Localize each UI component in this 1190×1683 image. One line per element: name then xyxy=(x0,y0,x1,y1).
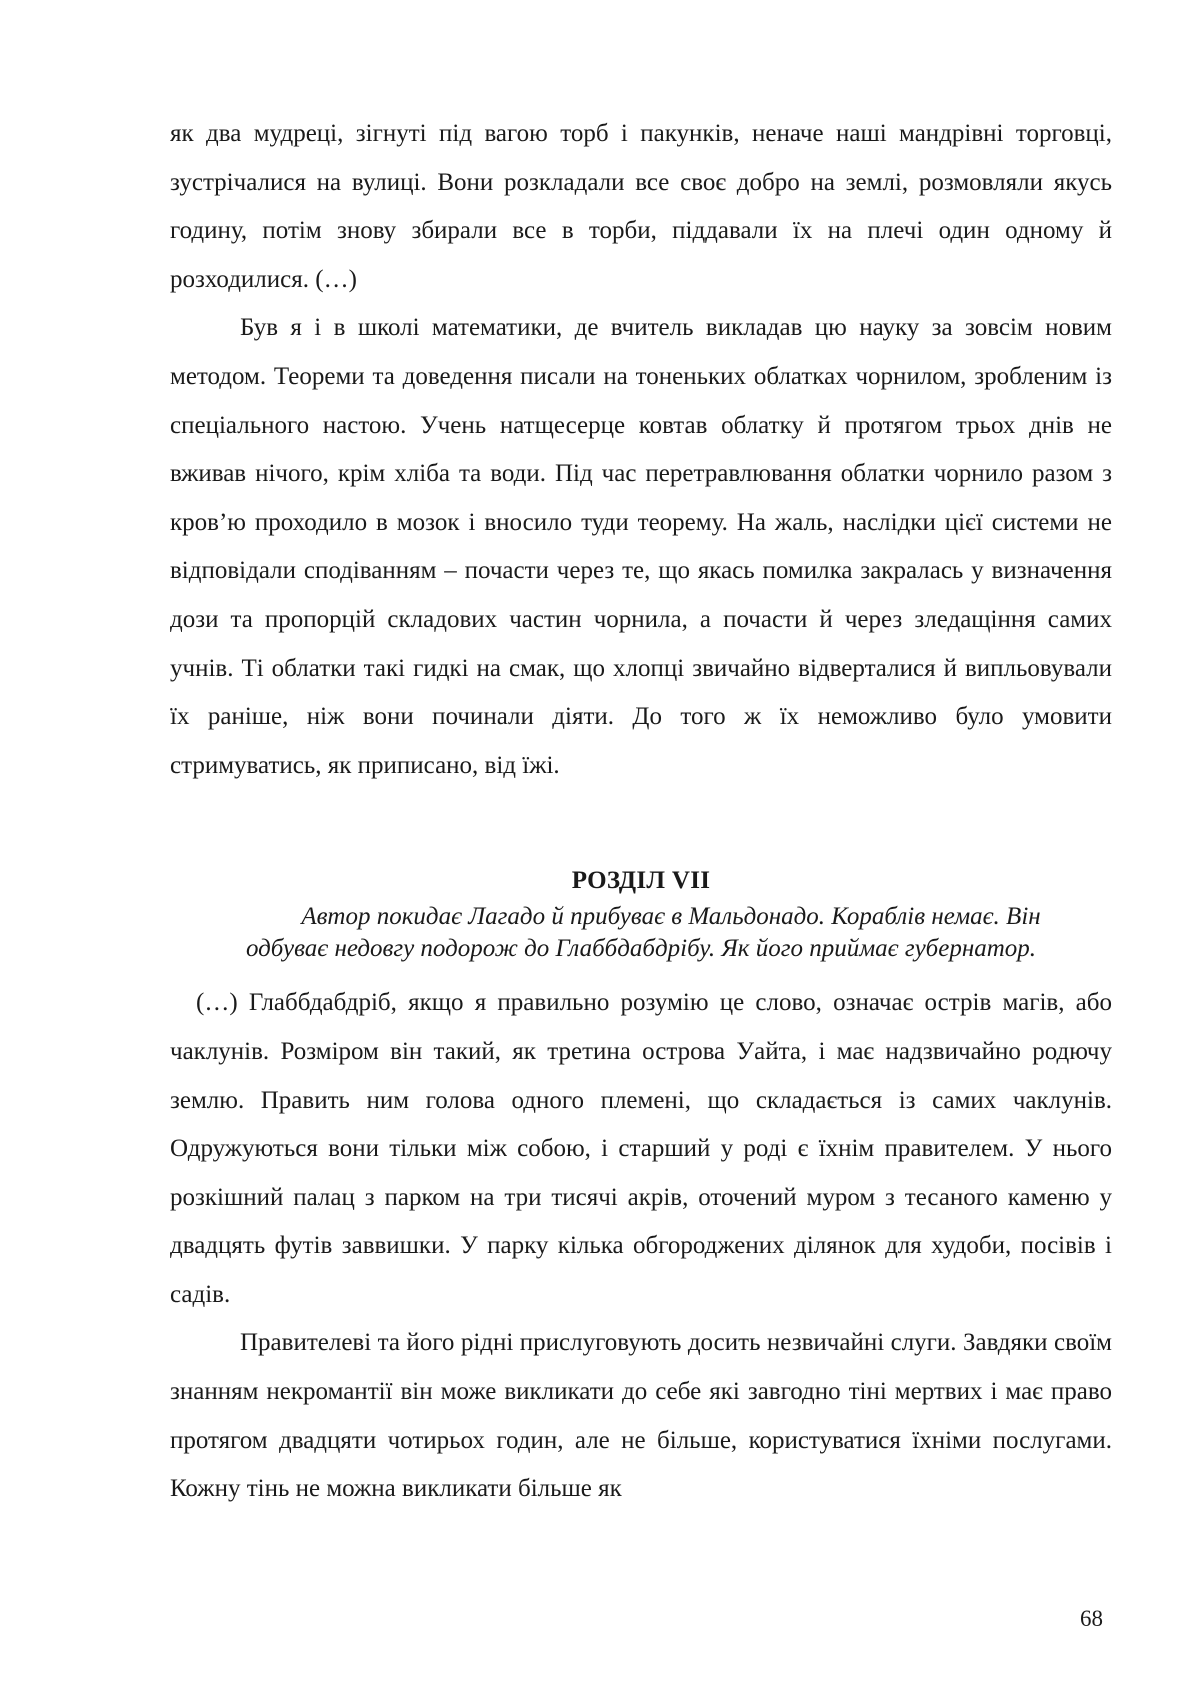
chapter-subtitle-line-2: одбуває недовгу подорож до Глаббдабдрібу. Як його приймає губернатор. xyxy=(245,935,1037,963)
paragraph-continued: як два мудреці, зігнуті під вагою торб і пакунків, неначе наші мандрівні торговці, зустрічалися на вулиці. Вони розкладали все своє добро на землі, розмовляли якусь годину, потім знову збирали все в торби, піддавали їх на плечі один одному й розходилися. (…) xyxy=(170,120,1112,293)
paragraph-glubbdubdrib: (…) Глаббдабдріб, якщо я правильно розумію це слово, означає острів магів, або чаклунів. Розміром він такий, як третина острова Уайта, і має надзвичайно родючу землю. Править ним голова одного племені, що складається із самих чаклунів. Одружуються вони тільки між собою, і старший у роді є їхнім правителем. У нього розкішний палац з парком на три тисячі акрів, оточений муром з тесаного каменю у двадцять футів заввишки. У парку кілька обгороджених ділянок для худоби, посівів і садів. xyxy=(170,989,1112,1308)
chapter-subtitle-line-1: Автор покидає Лагадо й прибуває в Мальдонадо. Кораблів немає. Він xyxy=(301,903,1041,931)
chapter-title: РОЗДІЛ VII xyxy=(571,867,711,895)
paragraph-math-school: Був я і в школі математики, де вчитель викладав цю науку за зовсім новим методом. Теореми та доведення писали на тоненьких облатках чорнилом, зробленим із спеціального настою. Учень натщесерце ковтав облатку й протягом трьох днів не вживав нічого, крім хліба та води. Під час перетравлювання облатки чорнило разом з кров’ю проходило в мозок і вносило туди теорему. На жаль, наслідки цієї системи не відповідали сподіванням – почасти через те, що якась помилка закралась у визначення дози та пропорцій складових частин чорнила, а почасти й через зледащіння самих учнів. Ті облатки такі гидкі на смак, що хлопці звичайно відверталися й випльовували їх раніше, ніж вони починали діяти. До того ж їх неможливо було умовити стримуватись, як приписано, від їжі. xyxy=(170,314,1112,779)
chapter-subtitle xyxy=(170,901,1112,965)
document-page xyxy=(170,110,1112,1514)
paragraph-governor-servants: Правителеві та його рідні прислуговують досить незвичайні слуги. Завдяки своїм знанням некромантії він може викликати до себе які завгодно тіні мертвих і має право протягом двадцяти чотирьох годин, але не більше, користуватися їхніми послугами. Кожну тінь не можна викликати більше як xyxy=(170,1329,1112,1503)
page-number: 68 xyxy=(1080,1606,1103,1631)
